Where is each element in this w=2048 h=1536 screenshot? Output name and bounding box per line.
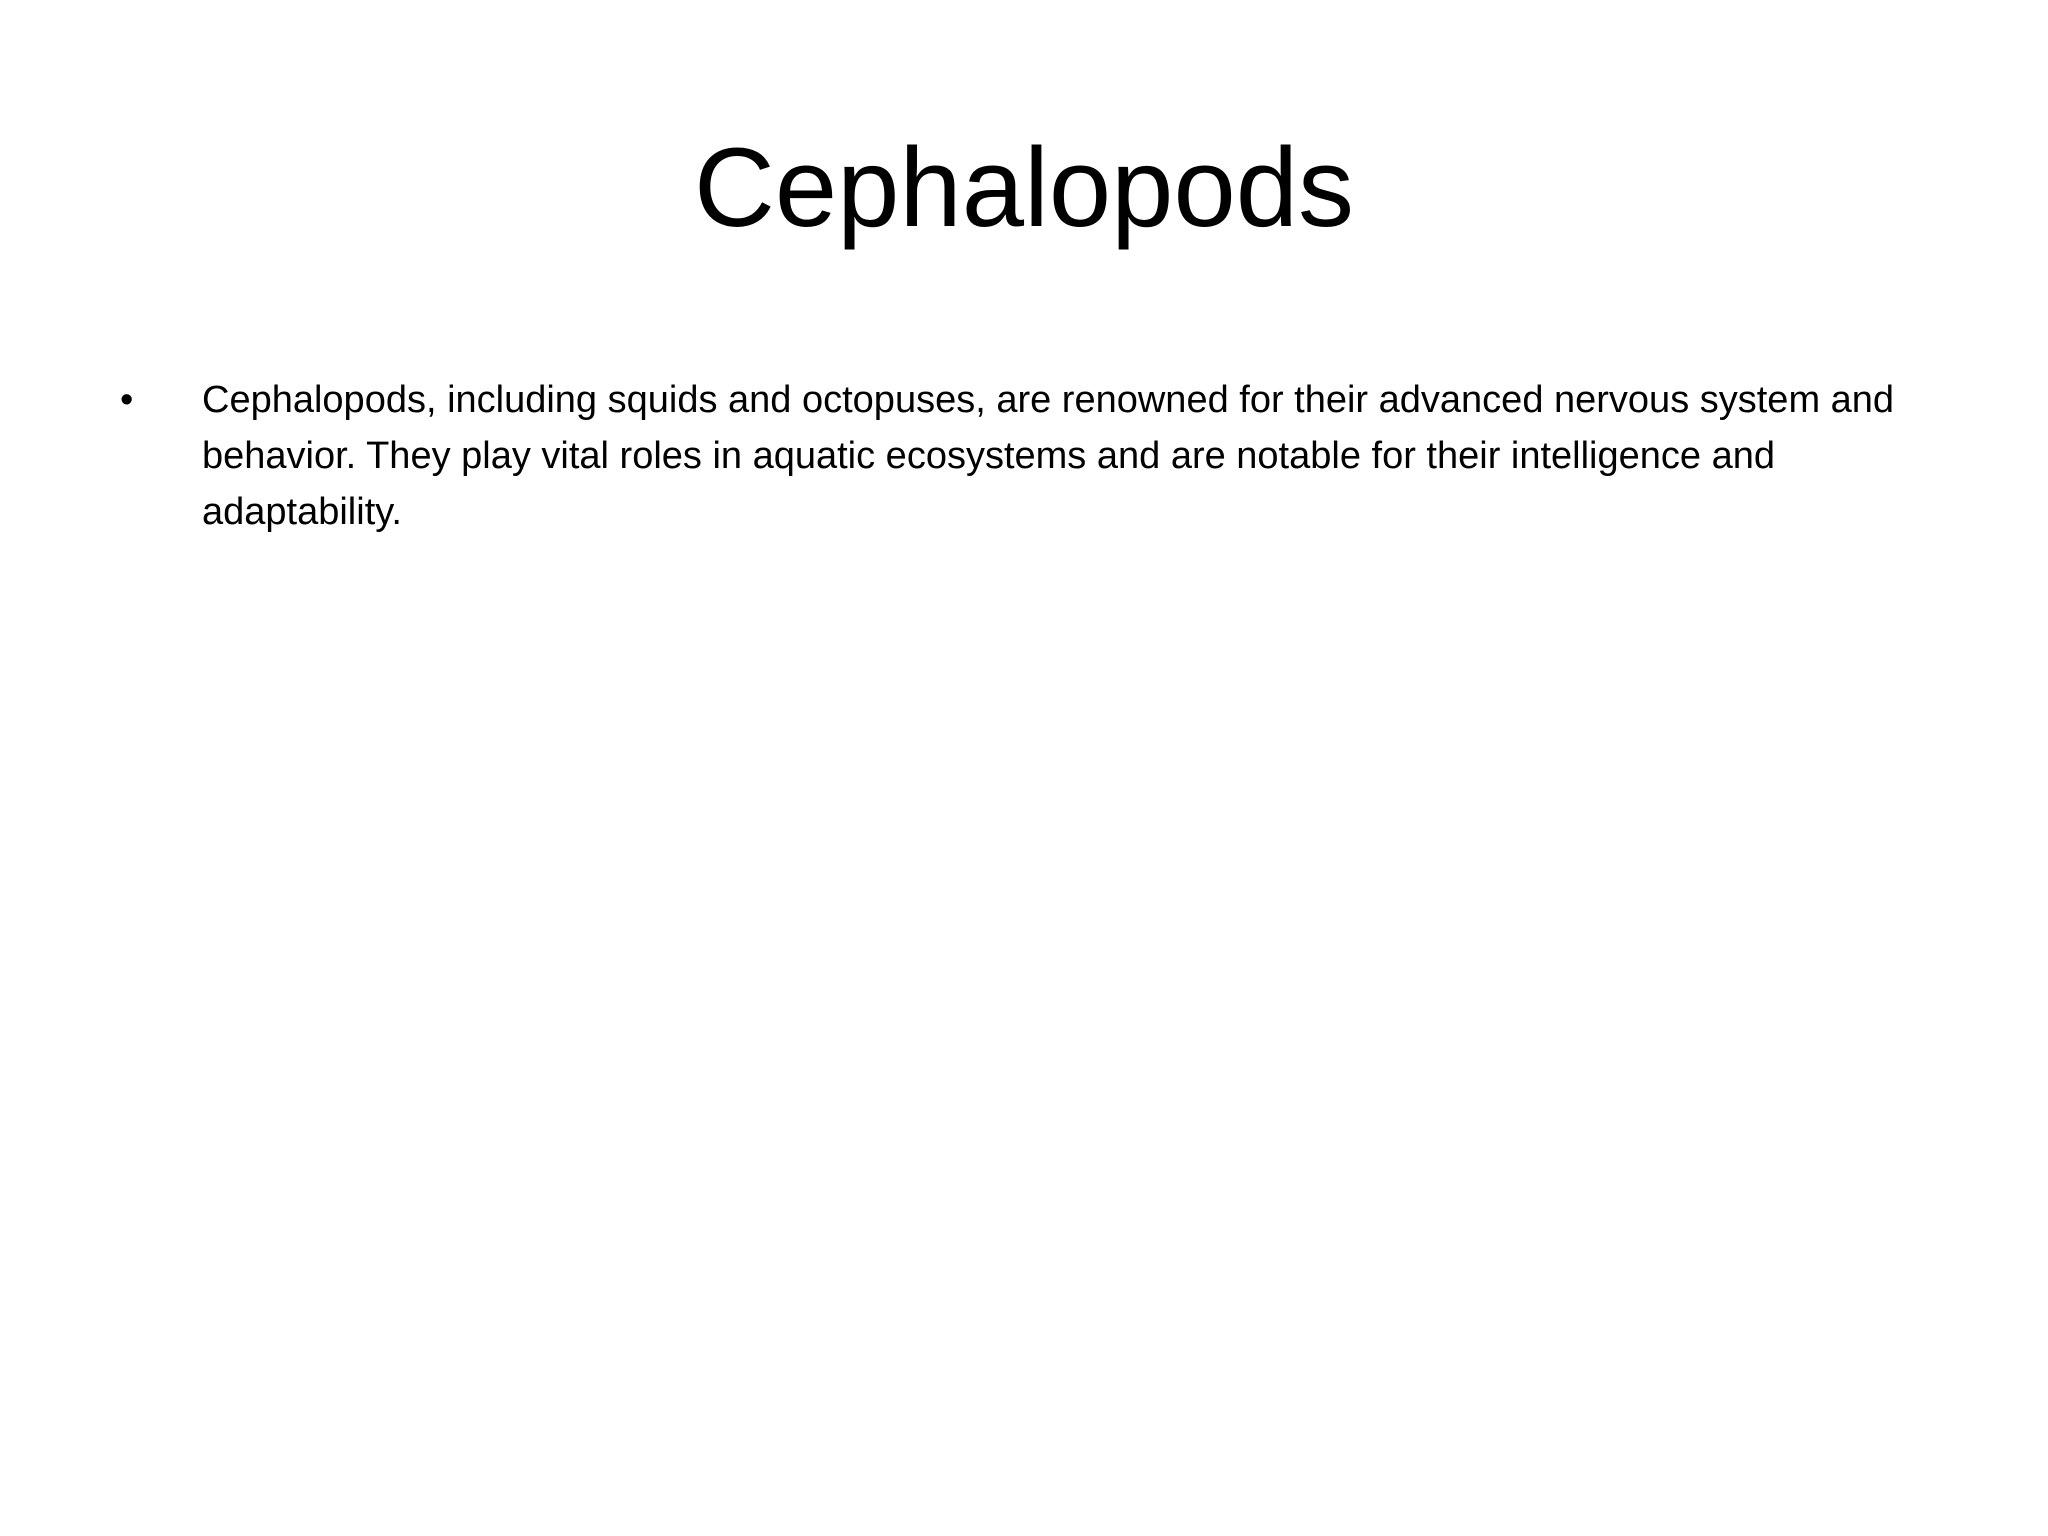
bullet-list bbox=[120, 372, 1900, 540]
bullet-glyph: • bbox=[120, 379, 134, 421]
bullet-item bbox=[120, 372, 1900, 540]
slide-title: Cephalopods bbox=[693, 125, 1355, 250]
bullet-text: Cephalopods, including squids and octopuses, are renowned for their advanced nervous system and behavior. They play vital roles in aquatic ecosystems and are notable for their intelligence and adaptability. bbox=[202, 379, 1895, 533]
